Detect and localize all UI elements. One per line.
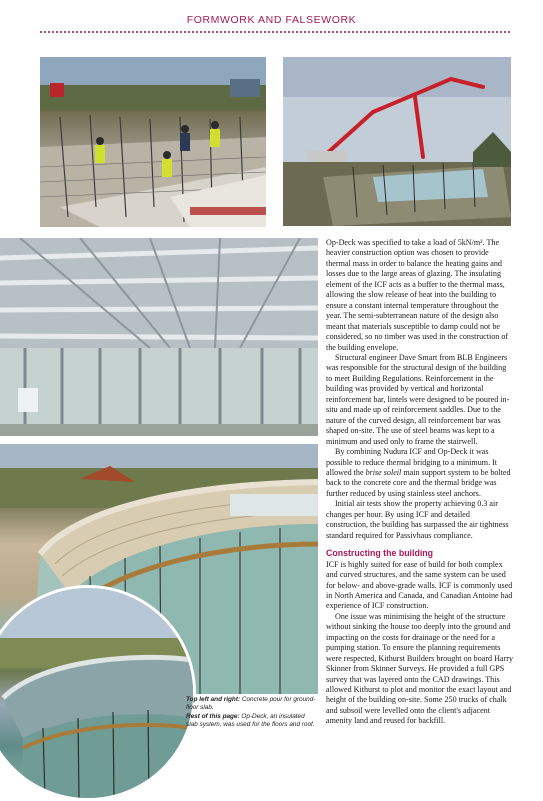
article-paragraph: One issue was minimising the height of the structure without sinking the house too deeply into the ground and impacting on the costs for drainage or the need for a pumping station. To ensure the planning requirements were respected, Kithurst Builders brought on board Harry Skinner from Skinner Surveys. He provided a full GPS survey that was layered onto the CAD drawings. This allowed Kithurst to plot and monitor the exact layout and height of the building on-site. Some 250 trucks of chalk and subsoil were levelled onto the client's adjacent amenity land and reused for backfill.: [326, 611, 514, 726]
article-paragraph: Structural engineer Dave Smart from BLB Engineers was responsible for the structural design of the building to meet Building Regulations. Reinforcement in the building was provided by vertical and horizontal reinforcement bar, lintels were designed to be poured in-situ and made up of reinforcement saddles. Due to the nature of the curved design, all reinforcement bar was shaped on-site. The use of steel beams was kept to a minimum and used only to frame the stairwell.: [326, 352, 510, 446]
article-text: main support system to be bolted back to the concrete core and the thermal bridge was further reduced by using stainless steel anchors.: [326, 467, 511, 498]
photo-caption: [186, 696, 318, 730]
article-paragraph: Op-Deck was specified to take a load of 5kN/m². The heavier construction option was chosen to provide thermal mass in order to balance the heating gains and losses due to the large areas of glazing. The insulating element of the ICF acts as a buffer to the thermal mass, allowing the slow release of heat into the building to ensure a constant internal temperature throughout the year. The semi-subterranean nature of the design also meant that materials susceptible to damp could not be considered, so no timber was used in the construction of the building envelope.: [326, 238, 509, 352]
header-dotted-rule: [40, 31, 510, 33]
photo-opdeck-interior: [0, 238, 318, 436]
photo-workers-on-formwork: [40, 57, 266, 227]
section-subheading: Constructing the building: [326, 548, 434, 559]
article-text: By combining Nudura ICF and Op-Deck it was possible to reduce thermal bridging to a minimum. It allowed the: [326, 447, 498, 477]
article-text-column: [326, 238, 513, 727]
article-paragraph: Initial air tests show the property achieving 0.3 air changes per hour. By using ICF and detailed construction, the building has surpassed the air tightness standard required for Passivhaus compliance.: [326, 499, 509, 540]
article-paragraph: [326, 447, 513, 499]
article-italic-term: brise soleil: [365, 467, 402, 477]
article-paragraph: ICF is highly suited for ease of build for both complex and curved structures, and the same system can be used for below- and above-grade walls. ICF is commonly used in North America and Canada, and Canadian Antoine had experience of ICF construction.: [326, 559, 513, 611]
caption-label-2: Rest of this page:: [186, 712, 240, 720]
caption-text-1: Concrete pour for ground-floor slab.: [186, 696, 316, 712]
caption-text-2: Op-Deck, an insulated slab system, was used for the floors and roof.: [186, 712, 315, 729]
photo-concrete-pump: [283, 57, 511, 226]
caption-label-1: Top left and right:: [186, 696, 241, 703]
section-header: FORMWORK AND FALSEWORK: [186, 14, 357, 26]
